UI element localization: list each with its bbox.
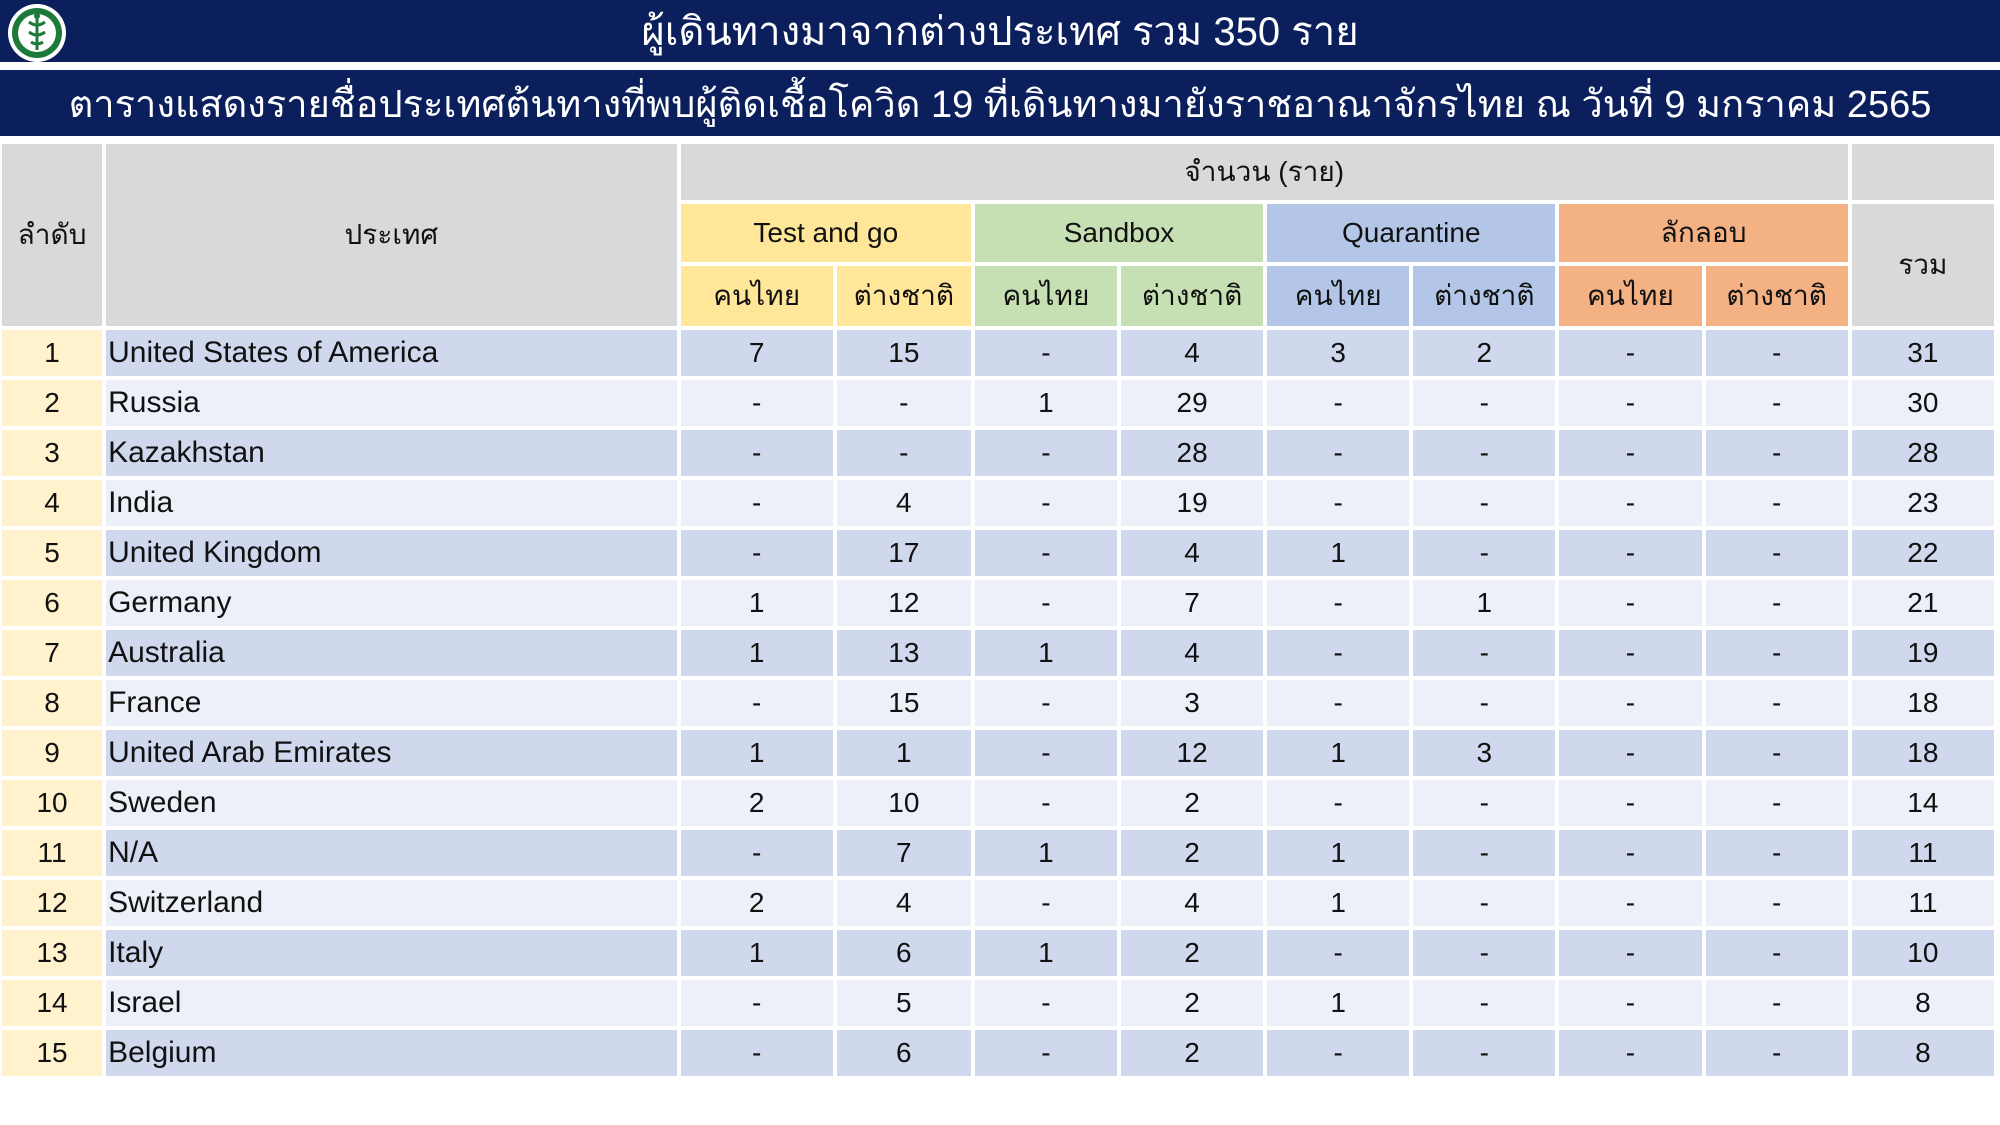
row-value: 19 [1121,480,1263,526]
row-value: - [1267,930,1409,976]
row-rank: 3 [2,430,102,476]
row-value: - [975,880,1117,926]
row-country: Germany [106,580,677,626]
row-value: - [1706,430,1848,476]
row-value: - [837,430,971,476]
row-value: - [975,430,1117,476]
row-value: - [1413,430,1555,476]
row-rank: 4 [2,480,102,526]
header-rank: ลำดับ [2,144,102,326]
row-total: 31 [1852,330,1994,376]
row-value: 1 [837,730,971,776]
row-rank: 15 [2,1030,102,1076]
row-value: - [1267,680,1409,726]
row-total: 18 [1852,730,1994,776]
row-value: - [1267,430,1409,476]
country-table [0,140,1998,1080]
row-value: - [1559,330,1701,376]
row-value: 2 [681,780,833,826]
row-total: 30 [1852,380,1994,426]
row-value: - [1413,930,1555,976]
row-value: - [1413,480,1555,526]
row-value: - [1706,780,1848,826]
row-value: 15 [837,680,971,726]
row-rank: 9 [2,730,102,776]
row-value: 7 [681,330,833,376]
row-value: 4 [1121,880,1263,926]
row-value: 6 [837,930,971,976]
table-row [2,580,1994,626]
group-test-and-go: Test and go [681,204,971,262]
row-value: - [1706,680,1848,726]
subtitle-bar [0,70,2000,136]
row-country: France [106,680,677,726]
row-value: 2 [1121,780,1263,826]
row-value: 2 [1121,1030,1263,1076]
table-row [2,480,1994,526]
row-value: - [1559,880,1701,926]
row-value: - [975,580,1117,626]
row-value: 4 [1121,630,1263,676]
row-value: 1 [681,630,833,676]
row-total: 8 [1852,1030,1994,1076]
row-value: 1 [681,730,833,776]
title-bar [0,0,2000,66]
row-value: - [1413,530,1555,576]
group-quarantine: Quarantine [1267,204,1555,262]
table-row [2,680,1994,726]
table-row [2,630,1994,676]
row-rank: 13 [2,930,102,976]
row-value: 1 [681,580,833,626]
row-value: 2 [1121,930,1263,976]
row-value: - [1559,580,1701,626]
row-value: - [1706,480,1848,526]
row-total: 23 [1852,480,1994,526]
row-value: - [681,530,833,576]
table-row [2,1030,1994,1076]
row-value: - [681,980,833,1026]
table-row [2,980,1994,1026]
row-value: 1 [1267,880,1409,926]
table-row [2,530,1994,576]
row-total: 19 [1852,630,1994,676]
row-value: - [681,680,833,726]
row-value: - [1706,830,1848,876]
row-value: - [1559,480,1701,526]
row-value: - [975,330,1117,376]
row-value: 4 [1121,330,1263,376]
row-total: 8 [1852,980,1994,1026]
sub-foreign: ต่างชาติ [837,266,971,326]
row-value: - [1706,330,1848,376]
group-sandbox: Sandbox [975,204,1263,262]
row-value: - [975,1030,1117,1076]
row-rank: 5 [2,530,102,576]
row-country: N/A [106,830,677,876]
row-value: 3 [1267,330,1409,376]
table-row [2,430,1994,476]
header-country: ประเทศ [106,144,677,326]
row-value: - [1706,380,1848,426]
row-value: - [1267,630,1409,676]
row-value: - [1413,630,1555,676]
row-country: United Kingdom [106,530,677,576]
row-value: - [1559,1030,1701,1076]
sub-thai: คนไทย [1559,266,1701,326]
table-row [2,780,1994,826]
row-value: 1 [1267,830,1409,876]
row-value: 1 [681,930,833,976]
row-value: 3 [1121,680,1263,726]
row-value: - [681,830,833,876]
group-smuggled: ลักลอบ [1559,204,1847,262]
row-value: - [1559,980,1701,1026]
sub-foreign: ต่างชาติ [1413,266,1555,326]
row-value: - [1559,680,1701,726]
row-value: 2 [1413,330,1555,376]
row-value: - [1267,480,1409,526]
row-country: Italy [106,930,677,976]
row-value: 12 [1121,730,1263,776]
row-value: - [681,1030,833,1076]
row-value: - [681,480,833,526]
row-value: 4 [837,480,971,526]
row-value: - [1559,830,1701,876]
row-value: 2 [1121,980,1263,1026]
row-value: 4 [1121,530,1263,576]
row-value: 17 [837,530,971,576]
row-value: - [1706,930,1848,976]
row-value: - [1413,380,1555,426]
row-country: Kazakhstan [106,430,677,476]
row-value: - [1413,830,1555,876]
table-row [2,380,1994,426]
row-value: - [681,380,833,426]
row-country: Russia [106,380,677,426]
ministry-of-public-health-emblem-icon [4,2,70,64]
row-rank: 6 [2,580,102,626]
row-value: 15 [837,330,971,376]
row-value: - [975,730,1117,776]
row-country: Belgium [106,1030,677,1076]
row-value: - [1706,530,1848,576]
row-value: - [1706,630,1848,676]
table-row [2,880,1994,926]
table-body [2,330,1994,1076]
row-total: 22 [1852,530,1994,576]
row-value: - [1267,780,1409,826]
row-total: 11 [1852,830,1994,876]
row-value: - [975,530,1117,576]
sub-foreign: ต่างชาติ [1706,266,1848,326]
row-value: - [975,980,1117,1026]
row-value: - [975,780,1117,826]
row-value: - [1413,880,1555,926]
row-value: - [1559,930,1701,976]
row-value: - [1559,780,1701,826]
row-value: 5 [837,980,971,1026]
sub-thai: คนไทย [975,266,1117,326]
row-value: - [1413,980,1555,1026]
row-value: - [975,680,1117,726]
row-country: United States of America [106,330,677,376]
table-row [2,730,1994,776]
row-country: Switzerland [106,880,677,926]
row-country: United Arab Emirates [106,730,677,776]
row-value: - [837,380,971,426]
row-rank: 12 [2,880,102,926]
row-total: 14 [1852,780,1994,826]
row-value: - [1413,1030,1555,1076]
row-value: 29 [1121,380,1263,426]
row-country: India [106,480,677,526]
row-value: - [1267,580,1409,626]
row-value: 4 [837,880,971,926]
row-value: - [1706,880,1848,926]
header-total-top [1852,144,1994,200]
table-row [2,330,1994,376]
row-value: - [1559,730,1701,776]
row-total: 10 [1852,930,1994,976]
row-value: - [975,480,1117,526]
row-value: 1 [975,630,1117,676]
row-value: 3 [1413,730,1555,776]
row-value: 2 [681,880,833,926]
row-value: 7 [837,830,971,876]
row-rank: 1 [2,330,102,376]
row-value: - [681,430,833,476]
sub-foreign: ต่างชาติ [1121,266,1263,326]
row-value: 12 [837,580,971,626]
row-value: 10 [837,780,971,826]
row-total: 11 [1852,880,1994,926]
row-value: - [1559,630,1701,676]
row-rank: 14 [2,980,102,1026]
row-value: 1 [1413,580,1555,626]
row-value: 1 [1267,530,1409,576]
header-count: จำนวน (ราย) [681,144,1848,200]
row-value: - [1413,780,1555,826]
table-row [2,930,1994,976]
row-rank: 7 [2,630,102,676]
row-value: 2 [1121,830,1263,876]
row-country: Australia [106,630,677,676]
row-total: 21 [1852,580,1994,626]
row-value: - [1413,680,1555,726]
row-rank: 2 [2,380,102,426]
row-value: - [1706,730,1848,776]
row-value: 13 [837,630,971,676]
row-value: 6 [837,1030,971,1076]
row-value: - [1559,530,1701,576]
row-value: 7 [1121,580,1263,626]
row-value: 1 [975,380,1117,426]
row-value: 1 [975,830,1117,876]
row-total: 18 [1852,680,1994,726]
table-subtitle: ตารางแสดงรายชื่อประเทศต้นทางที่พบผู้ติดเชื้อโควิด 19 ที่เดินทางมายังราชอาณาจักรไทย ณ วันที่ 9 มกราคม 2565 [68,83,1932,126]
row-value: - [1267,380,1409,426]
sub-thai: คนไทย [681,266,833,326]
row-value: 1 [1267,730,1409,776]
row-value: - [1706,980,1848,1026]
header-total: รวม [1852,204,1994,326]
row-country: Sweden [106,780,677,826]
row-value: - [1559,380,1701,426]
row-value: - [1267,1030,1409,1076]
row-country: Israel [106,980,677,1026]
table-row [2,830,1994,876]
sub-thai: คนไทย [1267,266,1409,326]
row-value: - [1559,430,1701,476]
row-value: - [1706,1030,1848,1076]
row-value: - [1706,580,1848,626]
row-value: 1 [975,930,1117,976]
row-total: 28 [1852,430,1994,476]
row-rank: 8 [2,680,102,726]
page-title: ผู้เดินทางมาจากต่างประเทศ รวม 350 ราย [641,10,1359,54]
row-value: 1 [1267,980,1409,1026]
row-rank: 11 [2,830,102,876]
row-rank: 10 [2,780,102,826]
row-value: 28 [1121,430,1263,476]
